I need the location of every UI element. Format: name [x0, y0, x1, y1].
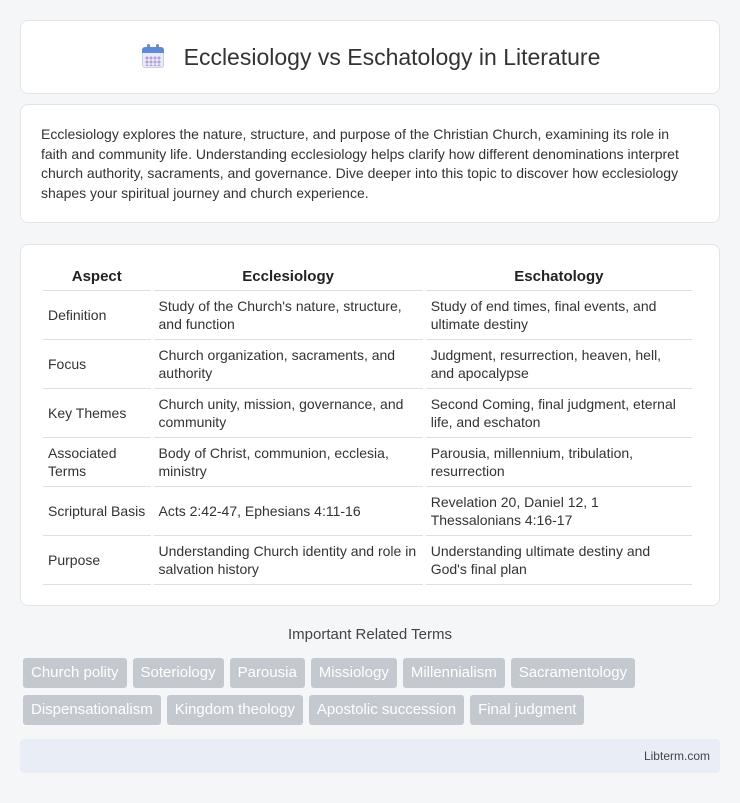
- cell-eschatology: Parousia, millennium, tribulation, resurrection: [426, 438, 692, 487]
- header-eschatology: Eschatology: [426, 263, 692, 291]
- calendar-icon: [140, 44, 166, 70]
- cell-eschatology: Second Coming, final judgment, eternal life, and eschaton: [426, 389, 692, 438]
- cell-eschatology: Judgment, resurrection, heaven, hell, and apocalypse: [426, 340, 692, 389]
- comparison-table: [40, 263, 695, 585]
- footer: [20, 739, 720, 773]
- page-title: Ecclesiology vs Eschatology in Literature: [183, 43, 601, 70]
- related-term-tag[interactable]: Millennialism: [403, 658, 505, 688]
- related-term-tag[interactable]: Kingdom theology: [167, 695, 303, 725]
- related-terms-list: [23, 658, 723, 725]
- related-term-tag[interactable]: Parousia: [230, 658, 305, 688]
- page-header: [20, 20, 720, 94]
- cell-aspect: Focus: [43, 340, 151, 389]
- cell-aspect: Scriptural Basis: [43, 487, 151, 536]
- cell-aspect: Associated Terms: [43, 438, 151, 487]
- header-ecclesiology: Ecclesiology: [154, 263, 423, 291]
- related-term-tag[interactable]: Church polity: [23, 658, 127, 688]
- table-row: [43, 536, 692, 585]
- cell-eschatology: Revelation 20, Daniel 12, 1 Thessalonians 4:16-17: [426, 487, 692, 536]
- cell-aspect: Definition: [43, 291, 151, 340]
- cell-ecclesiology: Understanding Church identity and role in salvation history: [154, 536, 423, 585]
- comparison-card: [20, 244, 720, 606]
- cell-eschatology: Understanding ultimate destiny and God's final plan: [426, 536, 692, 585]
- related-term-tag[interactable]: Apostolic succession: [309, 695, 464, 725]
- cell-ecclesiology: Acts 2:42-47, Ephesians 4:11-16: [154, 487, 423, 536]
- related-terms-title: Important Related Terms: [288, 626, 452, 643]
- cell-ecclesiology: Body of Christ, communion, ecclesia, ministry: [154, 438, 423, 487]
- intro-card: [20, 104, 720, 223]
- table-row: [43, 389, 692, 438]
- table-header-row: [43, 263, 692, 291]
- related-term-tag[interactable]: Soteriology: [133, 658, 224, 688]
- table-row: [43, 340, 692, 389]
- header-aspect: Aspect: [43, 263, 151, 291]
- related-term-tag[interactable]: Sacramentology: [511, 658, 635, 688]
- related-term-tag[interactable]: Final judgment: [470, 695, 584, 725]
- related-term-tag[interactable]: Dispensationalism: [23, 695, 161, 725]
- cell-ecclesiology: Church organization, sacraments, and authority: [154, 340, 423, 389]
- table-row: [43, 487, 692, 536]
- table-row: [43, 291, 692, 340]
- footer-source-link[interactable]: Libterm.com: [643, 749, 710, 763]
- cell-aspect: Key Themes: [43, 389, 151, 438]
- table-row: [43, 438, 692, 487]
- cell-ecclesiology: Study of the Church's nature, structure, and function: [154, 291, 423, 340]
- cell-ecclesiology: Church unity, mission, governance, and community: [154, 389, 423, 438]
- intro-text: Ecclesiology explores the nature, structure, and purpose of the Christian Church, examining its role in faith and community life. Understanding ecclesiology helps clarify how different denominations interpret church authority, sacraments, and governance. Dive deeper into this topic to discover how ecclesiology shapes your spiritual journey and church experience.: [41, 126, 679, 201]
- related-term-tag[interactable]: Missiology: [311, 658, 397, 688]
- cell-eschatology: Study of end times, final events, and ultimate destiny: [426, 291, 692, 340]
- cell-aspect: Purpose: [43, 536, 151, 585]
